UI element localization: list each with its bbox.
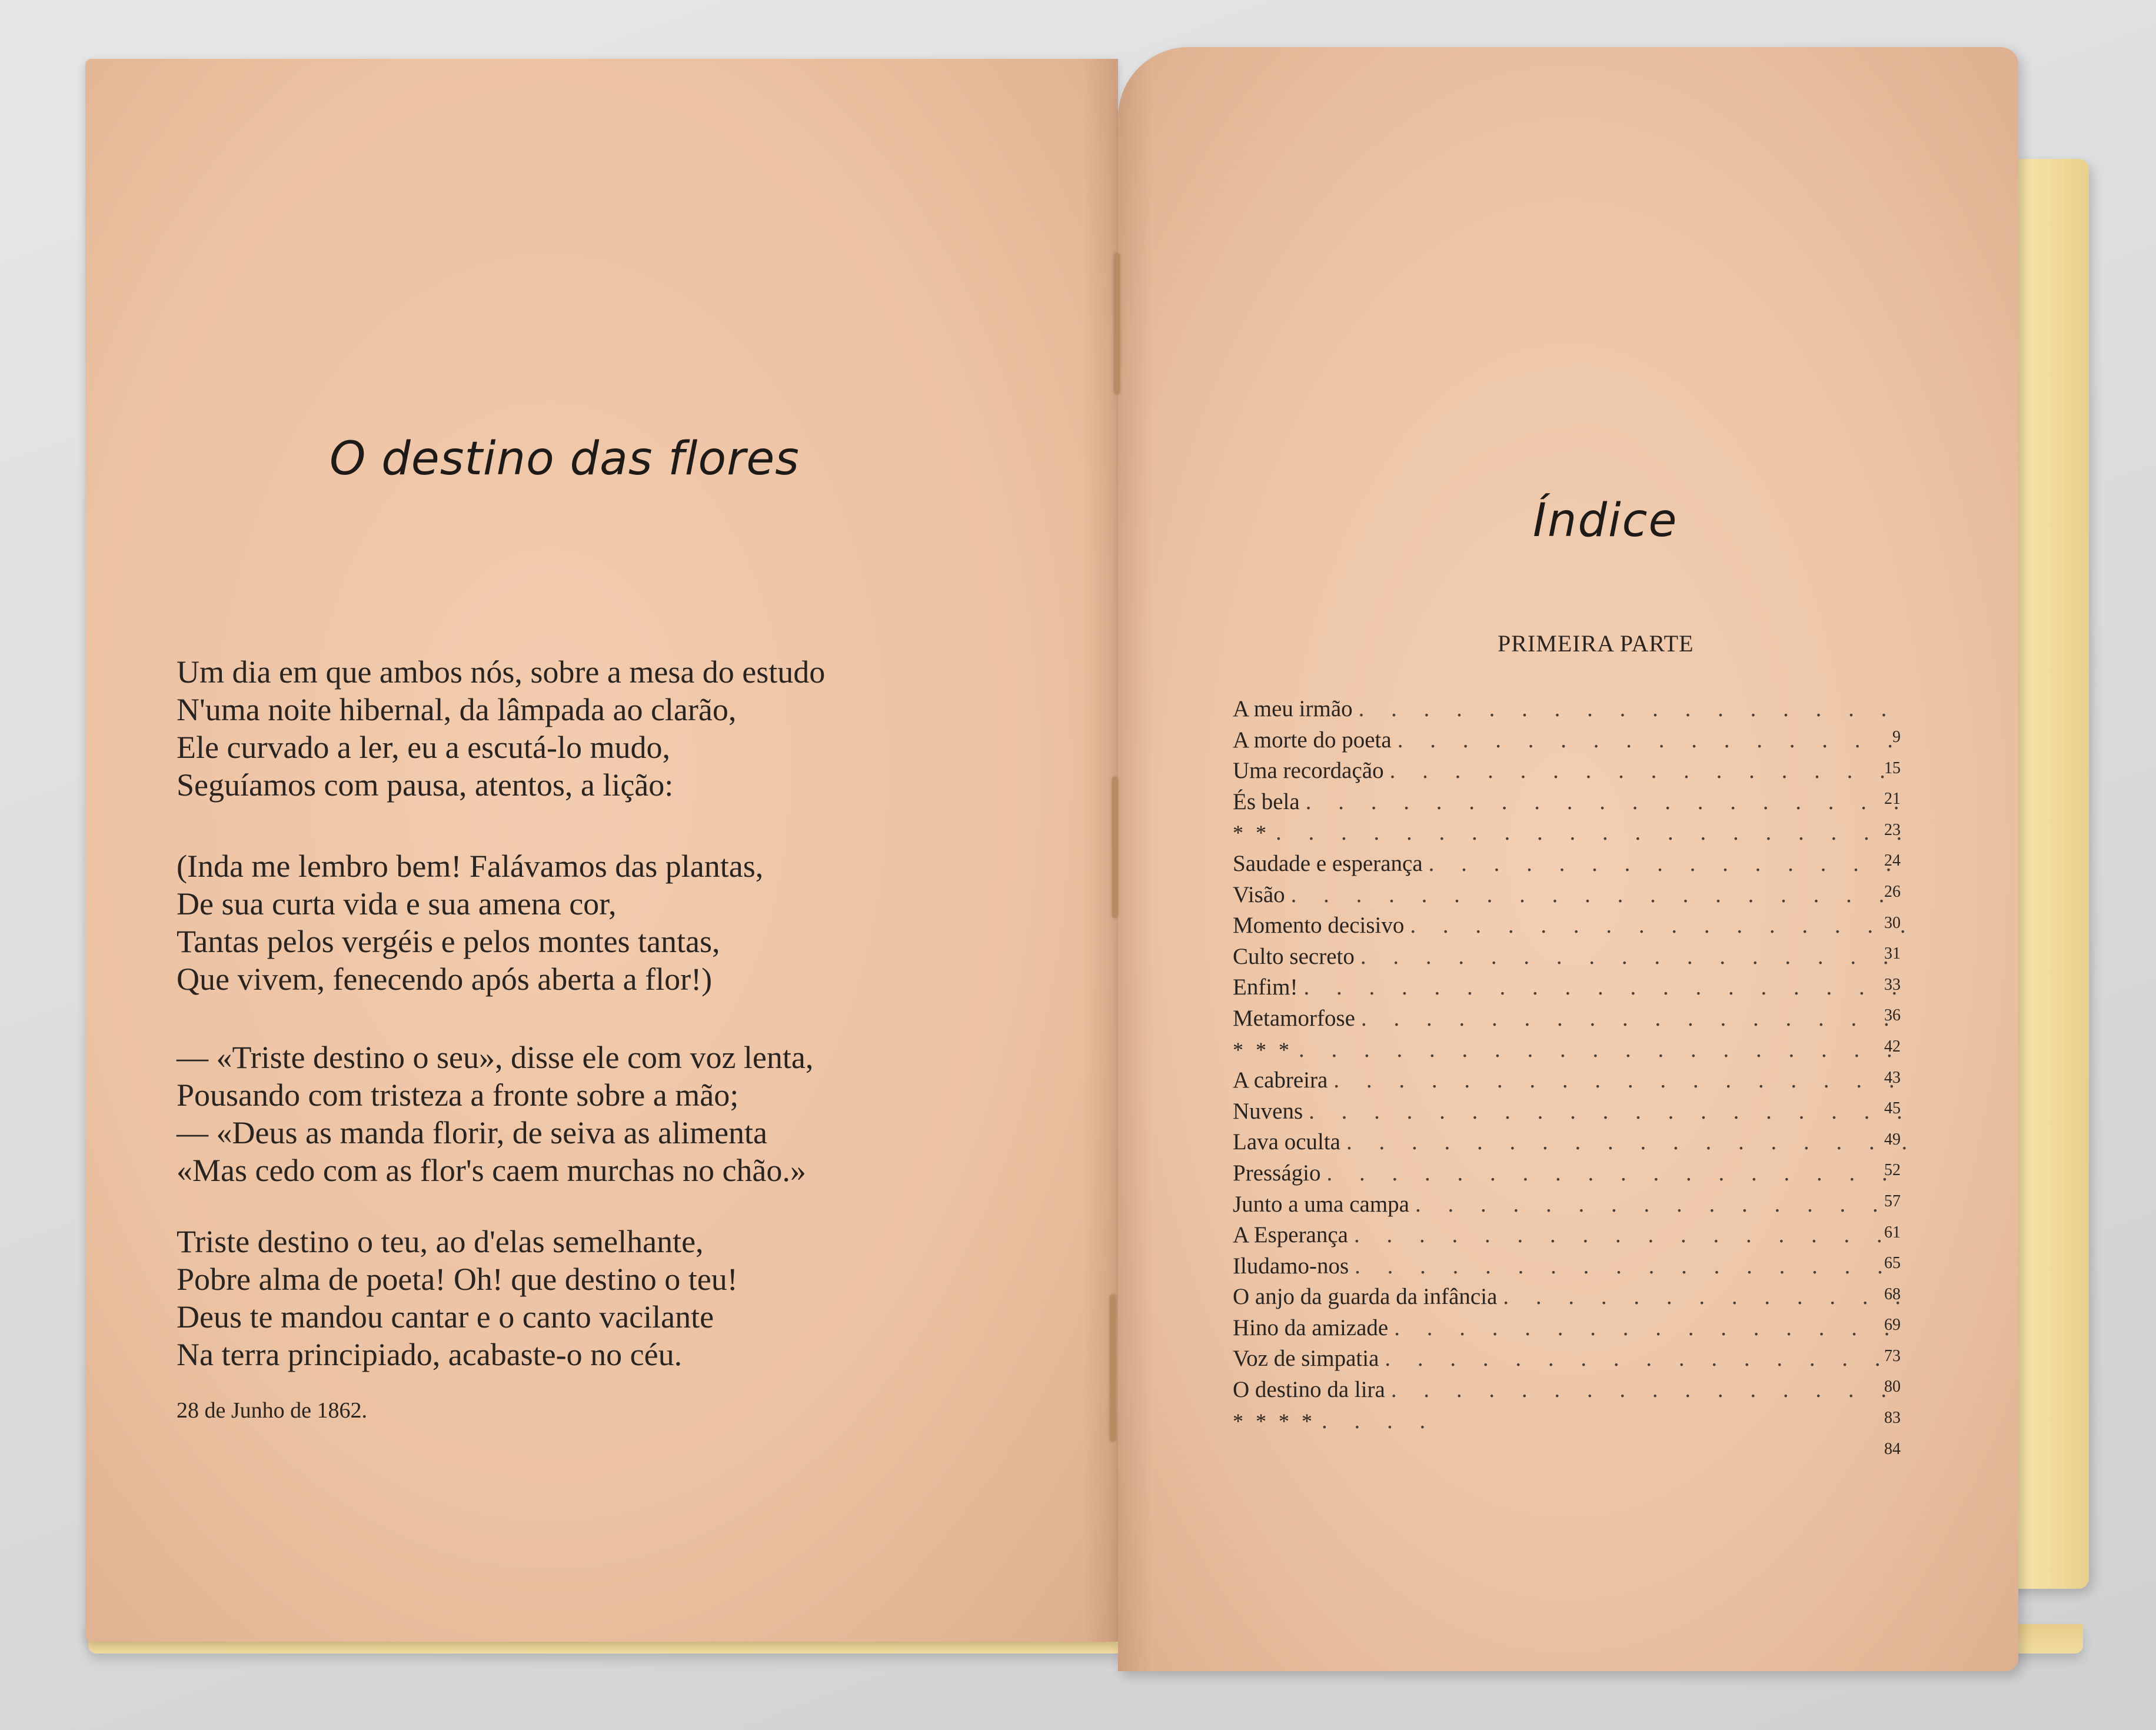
index-entry — [1233, 1376, 1907, 1408]
index-page-number: 65 — [1884, 1254, 1901, 1273]
poem-verse: (Inda me lembro bem! Falávamos das plantas, — [177, 849, 764, 884]
dot-leader — [1322, 1408, 1428, 1434]
index-page-number: 31 — [1884, 944, 1901, 963]
index-entry — [1233, 881, 1907, 913]
index-entry — [1233, 943, 1907, 974]
index-page-number: 26 — [1884, 882, 1901, 901]
index-separator — [1233, 819, 1907, 850]
dot-leader — [1394, 1315, 1907, 1341]
index-entry-title: Enfim! — [1233, 974, 1298, 1000]
index-entry-title: Culto secreto — [1233, 943, 1355, 969]
index-entry — [1233, 1005, 1907, 1036]
index-page-number: 36 — [1884, 1006, 1901, 1025]
poem-stanza — [177, 847, 1059, 998]
dot-leader — [1355, 1253, 1907, 1279]
index-entry — [1233, 696, 1907, 727]
index-page-numbers — [1865, 722, 1901, 1465]
poem-verse: Na terra principiado, acabaste-o no céu. — [177, 1337, 683, 1372]
dot-leader — [1327, 1160, 1907, 1186]
dot-leader — [1503, 1283, 1907, 1310]
index-page-number: 24 — [1884, 851, 1901, 870]
index-entry-title: Lava oculta — [1233, 1129, 1340, 1155]
index-entry — [1233, 1160, 1907, 1191]
index-entry-title: És bela — [1233, 789, 1300, 814]
index-entry — [1233, 1098, 1907, 1129]
index-entry-title: O anjo da guarda da infância — [1233, 1284, 1498, 1310]
index-entry — [1233, 789, 1907, 820]
dot-leader — [1415, 1191, 1907, 1217]
binding-stitch — [1114, 253, 1120, 394]
index-entry — [1233, 1253, 1907, 1284]
index-page-number: 52 — [1884, 1161, 1901, 1180]
index-list — [1233, 696, 1907, 1438]
index-entry-title: Hino da amizade — [1233, 1315, 1389, 1340]
dot-leader — [1391, 1376, 1907, 1403]
poem-verse: Que vivem, fenecendo após aberta a flor!) — [177, 962, 713, 997]
index-entry-title: A meu irmão — [1233, 696, 1353, 721]
index-entry-title: Voz de simpatia — [1233, 1346, 1379, 1372]
index-entry-title: A morte do poeta — [1233, 727, 1392, 753]
index-entry-title: A cabreira — [1233, 1067, 1328, 1093]
binding-stitch — [1112, 777, 1118, 918]
index-entry-title: Uma recordação — [1233, 758, 1384, 784]
index-page-number: 45 — [1884, 1099, 1901, 1118]
index-entry — [1233, 1067, 1907, 1098]
poem-verse: — «Triste destino o seu», disse ele com voz lenta, — [177, 1040, 814, 1075]
poem-verse: Pobre alma de poeta! Oh! que destino o teu! — [177, 1262, 738, 1297]
dot-leader — [1385, 1345, 1907, 1372]
index-part-heading: PRIMEIRA PARTE — [1498, 630, 1694, 657]
index-entry-title: Visão — [1233, 881, 1285, 907]
index-page-number: 83 — [1884, 1409, 1901, 1428]
index-entry-title: A Esperança — [1233, 1222, 1348, 1248]
index-separator — [1233, 1036, 1907, 1067]
poem-verse: Tantas pelos vergéis e pelos montes tantas, — [177, 924, 720, 959]
index-entry — [1233, 757, 1907, 789]
index-entry-title: Iludamo-nos — [1233, 1253, 1349, 1279]
poem-title: O destino das flores — [330, 432, 800, 485]
index-entry — [1233, 1129, 1907, 1160]
index-page-number: 73 — [1884, 1346, 1901, 1365]
index-page-number: 80 — [1884, 1378, 1901, 1396]
poem-verse: Pousando com tristeza a fronte sobre a mão; — [177, 1077, 739, 1113]
index-entry — [1233, 1283, 1907, 1315]
dot-leader — [1306, 789, 1907, 815]
index-entry — [1233, 1315, 1907, 1346]
poem-verse: Ele curvado a ler, eu a escutá-lo mudo, — [177, 730, 670, 765]
dot-leader — [1360, 943, 1907, 970]
poem-verse: — «Deus as manda florir, de seiva as alimenta — [177, 1115, 768, 1150]
index-entry-title: O destino da lira — [1233, 1377, 1385, 1403]
dot-leader — [1390, 757, 1907, 784]
dot-leader — [1429, 850, 1907, 877]
dot-leader — [1333, 1067, 1907, 1093]
index-entry — [1233, 727, 1907, 758]
index-page-number: 21 — [1884, 790, 1901, 809]
dot-leader — [1361, 1005, 1907, 1032]
binding-stitch — [1110, 1295, 1116, 1442]
index-page-number: 69 — [1884, 1316, 1901, 1335]
dot-leader — [1346, 1129, 1907, 1155]
dot-leader — [1354, 1222, 1907, 1248]
index-entry — [1233, 974, 1907, 1005]
dot-leader — [1291, 881, 1907, 908]
index-page-number: 15 — [1884, 758, 1901, 777]
index-page-number: 23 — [1884, 820, 1901, 839]
index-page-number: 84 — [1884, 1439, 1901, 1458]
index-page-number: 61 — [1884, 1223, 1901, 1242]
poem-stanza — [177, 653, 1059, 804]
poem-verse: «Mas cedo com as flor's caem murchas no chão.» — [177, 1153, 806, 1188]
index-separator-stars: * * * — [1233, 1037, 1293, 1062]
index-page-number: 43 — [1884, 1068, 1901, 1087]
index-separator-stars: * * — [1233, 821, 1270, 845]
index-entry-title: Saudade e esperança — [1233, 850, 1423, 876]
poem-verse: Seguíamos com pausa, atentos, a lição: — [177, 767, 674, 803]
poem-verse: N'uma noite hibernal, da lâmpada ao clarão, — [177, 692, 737, 727]
index-page-number: 57 — [1884, 1192, 1901, 1210]
dot-leader — [1309, 1098, 1907, 1124]
poem-verse: Deus te mandou cantar e o canto vacilante — [177, 1299, 714, 1335]
index-entry-title: Nuvens — [1233, 1098, 1303, 1124]
dot-leader — [1299, 1036, 1907, 1063]
poem-verse: Triste destino o teu, ao d'elas semelhante, — [177, 1224, 704, 1259]
index-page-number: 33 — [1884, 975, 1901, 994]
dot-leader — [1410, 912, 1907, 939]
poem-date: 28 de Junho de 1862. — [177, 1398, 368, 1423]
index-entry — [1233, 1345, 1907, 1376]
index-page-number: 9 — [1892, 728, 1901, 746]
poem-stanza — [177, 1039, 1059, 1189]
index-page-number: 42 — [1884, 1037, 1901, 1056]
poem-verse: Um dia em que ambos nós, sobre a mesa do estudo — [177, 654, 826, 690]
dot-leader — [1359, 696, 1907, 722]
index-entry-title: Junto a uma campa — [1233, 1191, 1409, 1217]
dot-leader — [1398, 727, 1907, 753]
index-entry-title: Metamorfose — [1233, 1005, 1355, 1031]
poem-stanza — [177, 1223, 1059, 1373]
index-entry — [1233, 1222, 1907, 1253]
index-entry — [1233, 912, 1907, 943]
index-entry — [1233, 1191, 1907, 1222]
dot-leader — [1276, 819, 1907, 846]
poem-verse: De sua curta vida e sua amena cor, — [177, 886, 617, 921]
index-separator-stars: * * * * — [1233, 1409, 1316, 1433]
index-title: Índice — [1533, 494, 1678, 547]
index-separator — [1233, 1408, 1907, 1439]
index-page-number: 30 — [1884, 913, 1901, 932]
index-page-number: 49 — [1884, 1130, 1901, 1149]
index-entry — [1233, 850, 1907, 881]
dot-leader — [1303, 974, 1907, 1000]
index-page-number: 68 — [1884, 1285, 1901, 1303]
index-entry-title: Momento decisivo — [1233, 913, 1405, 939]
index-entry-title: Presságio — [1233, 1160, 1321, 1186]
